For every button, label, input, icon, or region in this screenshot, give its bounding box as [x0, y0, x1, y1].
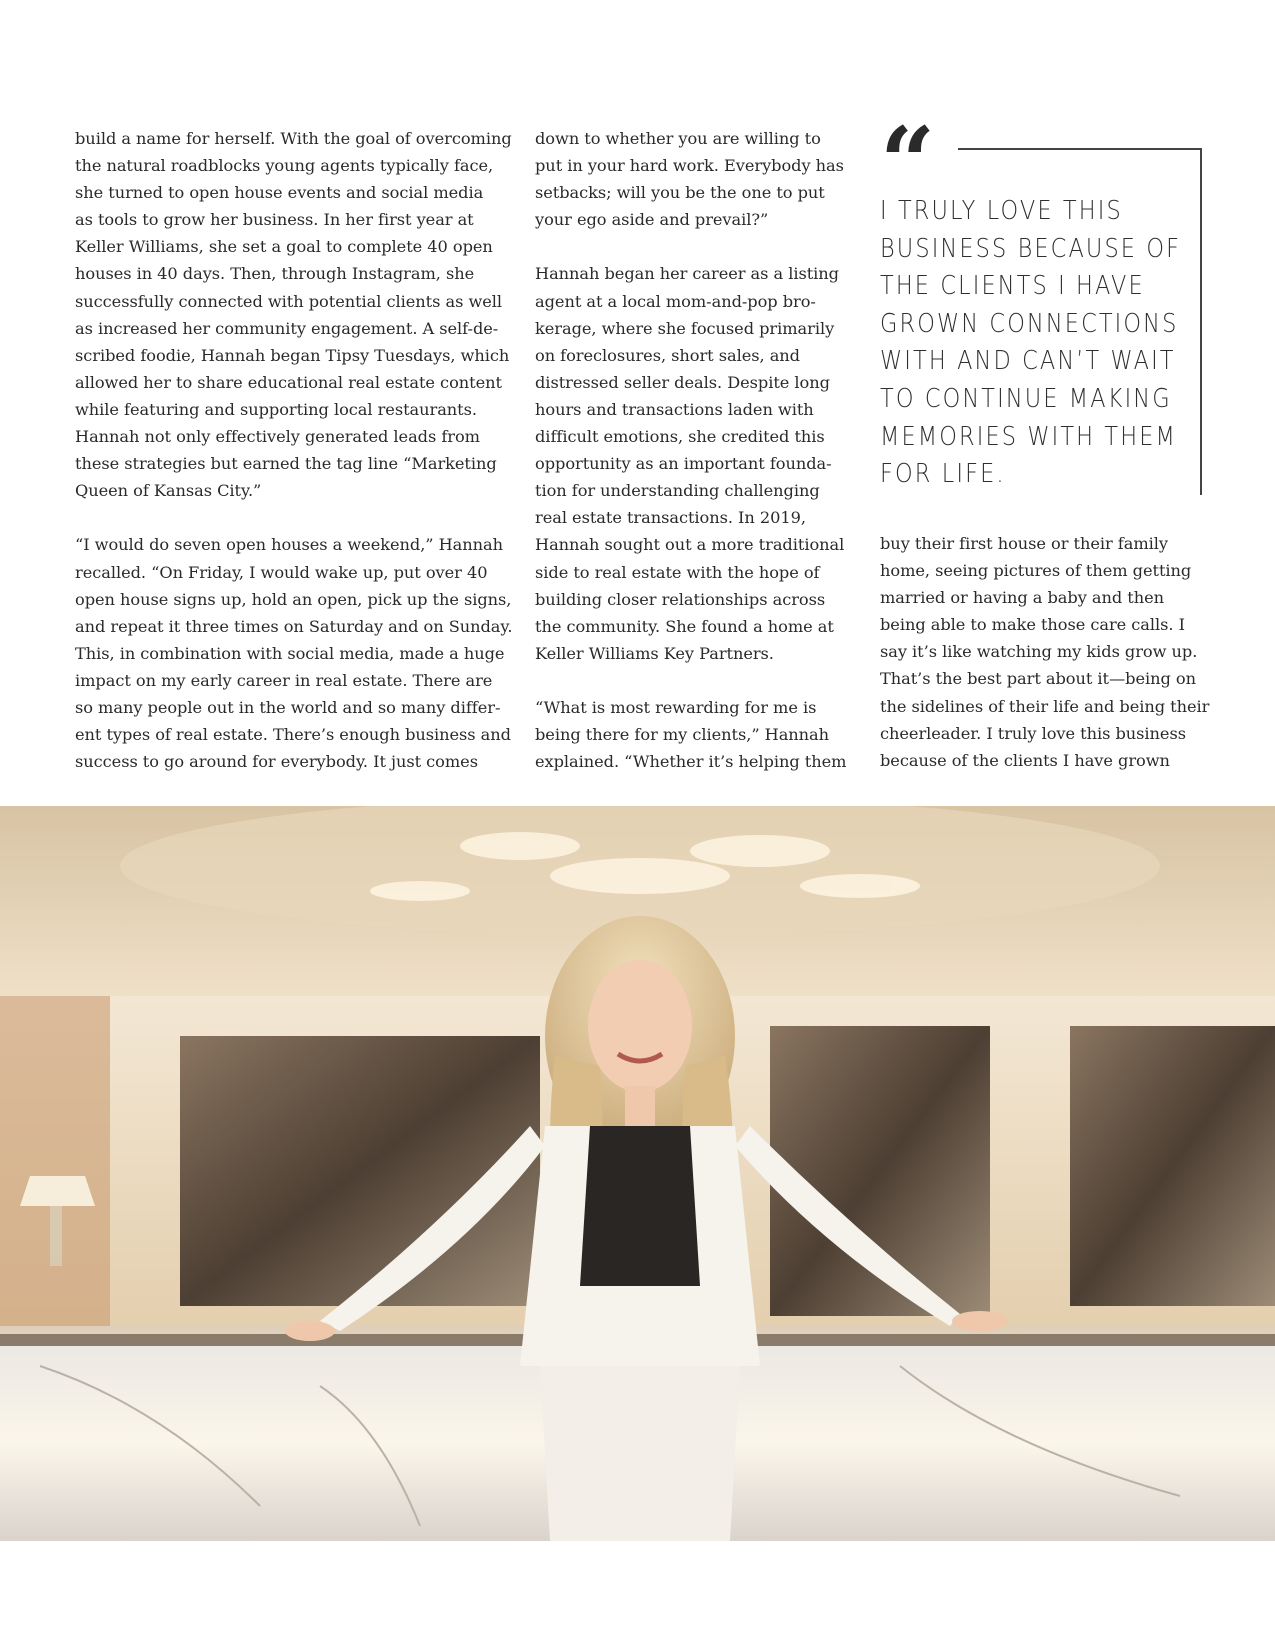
- text-line: “What is most rewarding for me is: [535, 697, 817, 717]
- text-line: hours and transactions laden with: [535, 399, 814, 419]
- text-line: opportunity as an important founda-: [535, 454, 832, 474]
- text-line: Hannah began her career as a listing: [535, 264, 839, 284]
- text-line: so many people out in the world and so many differ-: [75, 697, 501, 717]
- text-line: say it’s like watching my kids grow up.: [880, 642, 1198, 662]
- paragraph-gap: [75, 504, 515, 531]
- text-line: setbacks; will you be the one to put: [535, 183, 825, 203]
- text-line: and repeat it three times on Saturday and on Sunday.: [75, 616, 513, 636]
- article-column-2: [535, 125, 865, 775]
- article-column-1: [75, 125, 515, 775]
- pull-quote-line: WITH AND CAN’T WAIT: [880, 346, 1176, 377]
- text-line: down to whether you are willing to: [535, 129, 821, 148]
- portrait-photo-illustration: [0, 806, 1275, 1541]
- text-line: difficult emotions, she credited this: [535, 427, 825, 447]
- text-line: while featuring and supporting local restaurants.: [75, 399, 477, 419]
- portrait-photo: [0, 806, 1275, 1541]
- text-line: That’s the best part about it—being on: [880, 669, 1196, 689]
- text-line: your ego aside and prevail?”: [535, 210, 769, 230]
- text-line: side to real estate with the hope of: [535, 562, 820, 582]
- text-line: put in your hard work. Everybody has: [535, 156, 844, 176]
- pull-quote-text: [880, 193, 1182, 494]
- text-line: being there for my clients,” Hannah: [535, 725, 830, 745]
- pull-quote-line: BUSINESS BECAUSE OF: [880, 233, 1182, 264]
- text-line: This, in combination with social media, made a huge: [75, 643, 505, 663]
- text-line: explained. “Whether it’s helping them: [535, 752, 847, 772]
- text-line: the community. She found a home at: [535, 616, 834, 636]
- text-line: allowed her to share educational real estate content: [75, 372, 502, 392]
- article-column-3: [880, 530, 1210, 774]
- text-line: cheerleader. I truly love this business: [880, 723, 1186, 743]
- text-line: Queen of Kansas City.”: [75, 481, 262, 501]
- text-line: home, seeing pictures of them getting: [880, 561, 1192, 581]
- pull-quote-line: THE CLIENTS I HAVE: [880, 271, 1145, 302]
- text-line: ent types of real estate. There’s enough business and: [75, 725, 511, 745]
- pull-quote-line: TO CONTINUE MAKING: [880, 383, 1172, 414]
- text-line: “I would do seven open houses a weekend,” Hannah: [75, 535, 504, 555]
- paragraph-gap: [535, 233, 865, 260]
- text-line: Keller Williams Key Partners.: [535, 643, 774, 663]
- pull-quote-box: [880, 106, 1200, 490]
- text-line: houses in 40 days. Then, through Instagram, she: [75, 264, 475, 284]
- text-line: success to go around for everybody. It just comes: [75, 752, 478, 772]
- text-line: open house signs up, hold an open, pick up the signs,: [75, 589, 512, 609]
- text-line: kerage, where she focused primarily: [535, 318, 835, 338]
- text-line: tion for understanding challenging: [535, 481, 820, 501]
- pull-quote-line: GROWN CONNECTIONS: [880, 308, 1179, 339]
- text-line: build a name for herself. With the goal of overcoming: [75, 129, 512, 148]
- text-line: as increased her community engagement. A self-de-: [75, 318, 499, 338]
- pull-quote-line: MEMORIES WITH THEM: [880, 421, 1177, 452]
- text-line: Keller Williams, she set a goal to complete 40 open: [75, 237, 493, 257]
- text-line: recalled. “On Friday, I would wake up, put over 40: [75, 562, 488, 582]
- text-line: Hannah not only effectively generated leads from: [75, 427, 480, 447]
- text-line: agent at a local mom-and-pop bro-: [535, 291, 816, 311]
- text-line: she turned to open house events and social media: [75, 183, 484, 203]
- text-line: scribed foodie, Hannah began Tipsy Tuesdays, which: [75, 345, 510, 365]
- text-line: successfully connected with potential clients as well: [75, 291, 503, 311]
- pull-quote-line: I TRULY LOVE THIS: [880, 196, 1123, 226]
- text-line: on foreclosures, short sales, and: [535, 345, 800, 365]
- text-line: married or having a baby and then: [880, 588, 1165, 608]
- quote-rule-right: [1200, 148, 1202, 495]
- text-line: real estate transactions. In 2019,: [535, 508, 806, 528]
- text-line: the sidelines of their life and being their: [880, 696, 1210, 716]
- text-line: buy their first house or their family: [880, 534, 1168, 553]
- text-line: these strategies but earned the tag line “Marketing: [75, 454, 497, 474]
- text-line: as tools to grow her business. In her first year at: [75, 210, 474, 230]
- text-line: the natural roadblocks young agents typically face,: [75, 156, 494, 176]
- text-line: being able to make those care calls. I: [880, 615, 1185, 635]
- quote-mark-icon: “: [880, 106, 930, 219]
- text-line: Hannah sought out a more traditional: [535, 535, 845, 555]
- paragraph-gap: [535, 667, 865, 694]
- quote-rule-top: [958, 148, 1201, 150]
- text-line: distressed seller deals. Despite long: [535, 372, 830, 392]
- pull-quote-line: FOR LIFE.: [880, 459, 1006, 490]
- text-line: building closer relationships across: [535, 589, 826, 609]
- text-line: impact on my early career in real estate. There are: [75, 670, 493, 690]
- text-line: because of the clients I have grown: [880, 750, 1170, 770]
